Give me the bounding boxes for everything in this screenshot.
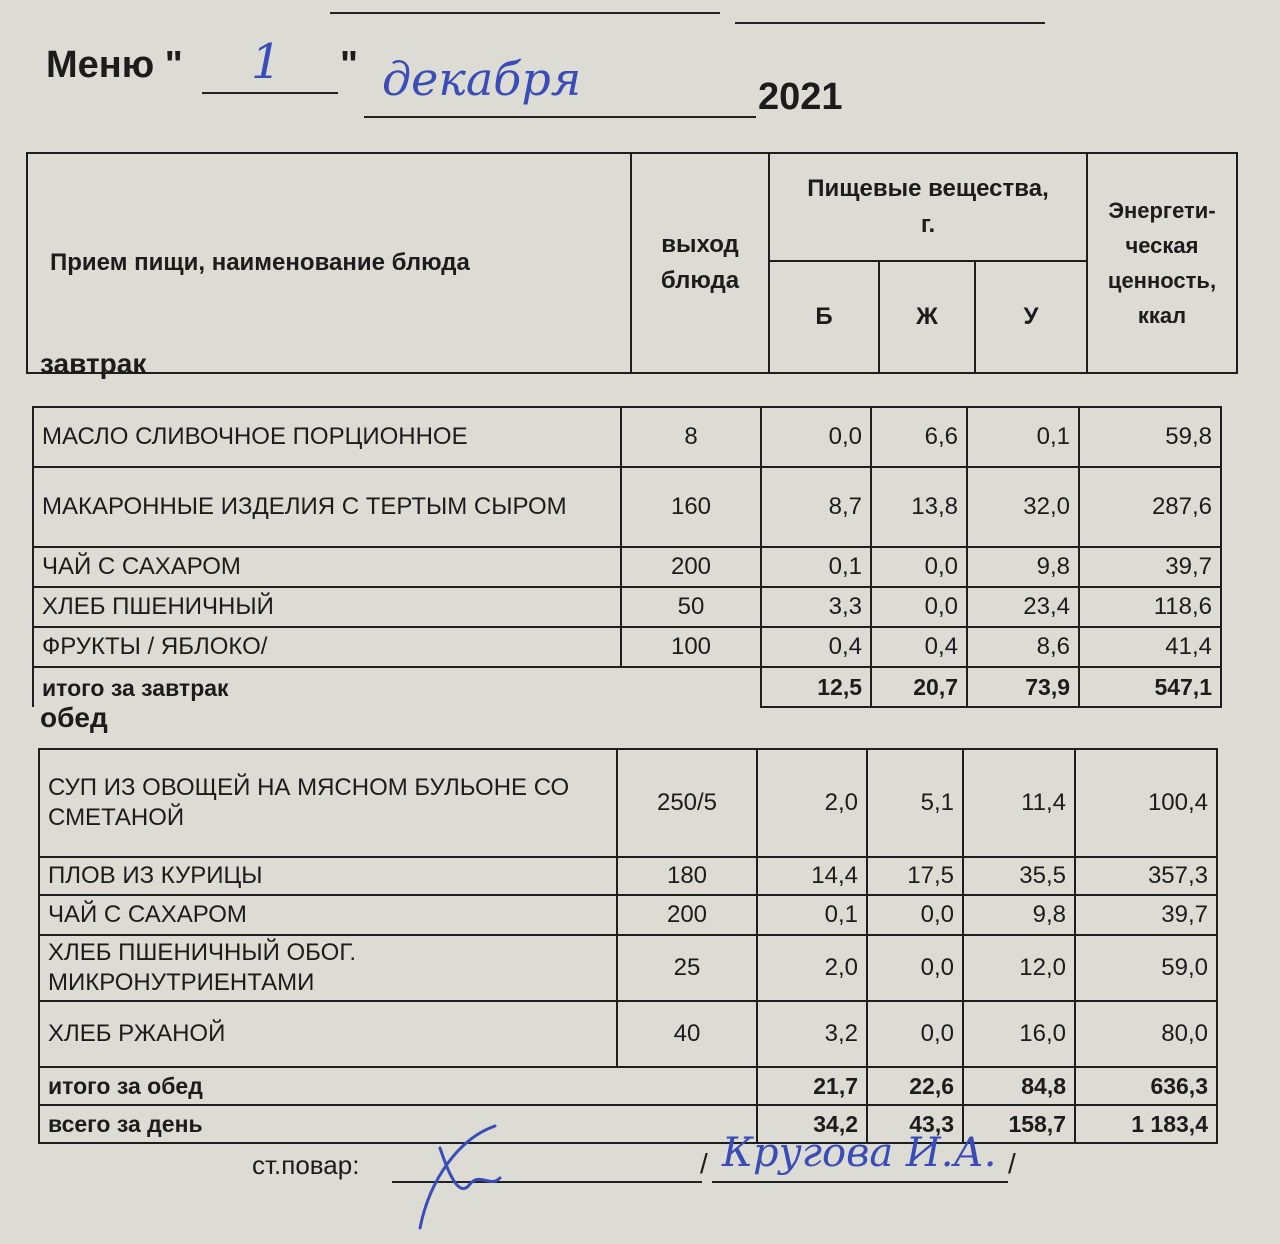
col-yield — [631, 153, 769, 373]
col-energy-line4: ккал — [1137, 303, 1187, 328]
dish-protein: 2,0 — [757, 749, 867, 857]
dish-protein: 14,4 — [757, 857, 867, 895]
dish-carbs: 35,5 — [963, 857, 1075, 895]
dish-yield: 25 — [617, 935, 757, 1001]
total-fat: 22,6 — [867, 1067, 963, 1105]
col-energy-line2: ческая — [1125, 233, 1199, 258]
dish-protein: 0,1 — [761, 547, 871, 587]
table-row — [33, 467, 1221, 547]
dish-fat: 13,8 — [871, 467, 967, 547]
menu-year: 2021 — [758, 76, 843, 118]
dish-kcal: 80,0 — [1075, 1001, 1217, 1067]
dish-name: ЧАЙ С САХАРОМ — [33, 547, 621, 587]
dish-name: МАКАРОННЫЕ ИЗДЕЛИЯ С ТЕРТЫМ СЫРОМ — [33, 467, 621, 547]
dish-yield: 200 — [621, 547, 761, 587]
dish-kcal: 39,7 — [1079, 547, 1221, 587]
dish-protein: 0,0 — [761, 407, 871, 467]
dish-yield: 50 — [621, 587, 761, 627]
dish-fat: 0,0 — [867, 1001, 963, 1067]
dish-protein: 0,1 — [757, 895, 867, 935]
dish-fat: 0,0 — [867, 895, 963, 935]
total-label: итого за обед — [39, 1067, 757, 1105]
dish-kcal: 59,0 — [1075, 935, 1217, 1001]
section-lunch-title: обед — [40, 702, 108, 733]
quote-close: " — [340, 44, 359, 86]
total-carbs: 84,8 — [963, 1067, 1075, 1105]
table-row — [39, 749, 1217, 857]
name-underline — [712, 1181, 1008, 1183]
dish-protein: 8,7 — [761, 467, 871, 547]
total-label: итого за завтрак — [33, 667, 761, 707]
col-carbs: У — [975, 261, 1087, 373]
dish-kcal: 59,8 — [1079, 407, 1221, 467]
dish-name: ХЛЕБ РЖАНОЙ — [39, 1001, 617, 1067]
section-breakfast-title: завтрак — [40, 348, 147, 379]
day-total-kcal: 1 183,4 — [1075, 1105, 1217, 1143]
table-row — [33, 407, 1221, 467]
dish-name: СУП ИЗ ОВОЩЕЙ НА МЯСНОМ БУЛЬОНЕ СО СМЕТАНОЙ — [39, 749, 617, 857]
total-protein: 12,5 — [761, 667, 871, 707]
dish-name: ХЛЕБ ПШЕНИЧНЫЙ ОБОГ. МИКРОНУТРИЕНТАМИ — [39, 935, 617, 1001]
month-underline — [364, 116, 756, 118]
dish-carbs: 9,8 — [967, 547, 1079, 587]
total-kcal: 636,3 — [1075, 1067, 1217, 1105]
day-total-row — [39, 1105, 1217, 1143]
dish-yield: 100 — [621, 627, 761, 667]
dish-name: ПЛОВ ИЗ КУРИЦЫ — [39, 857, 617, 895]
dish-carbs: 0,1 — [967, 407, 1079, 467]
dish-kcal: 41,4 — [1079, 627, 1221, 667]
total-kcal: 547,1 — [1079, 667, 1221, 707]
dish-yield: 200 — [617, 895, 757, 935]
dish-kcal: 287,6 — [1079, 467, 1221, 547]
day-total-label: всего за день — [39, 1105, 757, 1143]
dish-carbs: 12,0 — [963, 935, 1075, 1001]
top-underline-2 — [735, 22, 1045, 24]
col-nutrients-line2: г. — [920, 211, 936, 238]
total-fat: 20,7 — [871, 667, 967, 707]
day-total-protein: 34,2 — [757, 1105, 867, 1143]
total-carbs: 73,9 — [967, 667, 1079, 707]
dish-fat: 0,0 — [871, 587, 967, 627]
table-row — [33, 627, 1221, 667]
signature-slash-1: / — [700, 1148, 708, 1179]
dish-kcal: 39,7 — [1075, 895, 1217, 935]
col-fat: Ж — [879, 261, 975, 373]
dish-yield: 180 — [617, 857, 757, 895]
menu-label: Меню " — [46, 44, 183, 86]
dish-carbs: 11,4 — [963, 749, 1075, 857]
table-row — [39, 1001, 1217, 1067]
dish-name: ХЛЕБ ПШЕНИЧНЫЙ — [33, 587, 621, 627]
table-row — [39, 857, 1217, 895]
day-underline — [202, 92, 338, 94]
signature-name: Кругова И.А. — [722, 1130, 997, 1176]
dish-yield: 250/5 — [617, 749, 757, 857]
dish-carbs: 16,0 — [963, 1001, 1075, 1067]
dish-carbs: 23,4 — [967, 587, 1079, 627]
header-table — [26, 152, 1238, 374]
col-yield-line2: блюда — [660, 267, 740, 294]
breakfast-table — [32, 406, 1222, 708]
day-total-fat: 43,3 — [867, 1105, 963, 1143]
dish-kcal: 357,3 — [1075, 857, 1217, 895]
dish-fat: 0,0 — [871, 547, 967, 587]
total-protein: 21,7 — [757, 1067, 867, 1105]
dish-carbs: 9,8 — [963, 895, 1075, 935]
col-nutrients — [769, 153, 1087, 261]
dish-name: МАСЛО СЛИВОЧНОЕ ПОРЦИОННОЕ — [33, 407, 621, 467]
dish-carbs: 8,6 — [967, 627, 1079, 667]
dish-kcal: 100,4 — [1075, 749, 1217, 857]
col-energy — [1087, 153, 1237, 373]
dish-yield: 160 — [621, 467, 761, 547]
dish-protein: 2,0 — [757, 935, 867, 1001]
top-underline — [330, 12, 720, 14]
day-total-carbs: 158,7 — [963, 1105, 1075, 1143]
breakfast-total-row — [33, 667, 1221, 707]
signature-slash-2: / — [1008, 1148, 1016, 1179]
col-yield-line1: выход — [661, 231, 739, 258]
dish-name: ФРУКТЫ / ЯБЛОКО/ — [33, 627, 621, 667]
dish-fat: 0,4 — [871, 627, 967, 667]
dish-carbs: 32,0 — [967, 467, 1079, 547]
table-row — [33, 587, 1221, 627]
menu-month: декабря — [382, 52, 582, 106]
dish-fat: 17,5 — [867, 857, 963, 895]
cook-label: ст.повар: — [252, 1150, 360, 1180]
dish-protein: 3,2 — [757, 1001, 867, 1067]
dish-protein: 0,4 — [761, 627, 871, 667]
col-nutrients-line1: Пищевые вещества, — [807, 175, 1049, 202]
col-energy-line3: ценность, — [1107, 268, 1217, 293]
col-energy-line1: Энергети- — [1108, 198, 1216, 223]
col-protein: Б — [769, 261, 879, 373]
handwritten-signature — [400, 1118, 520, 1244]
dish-fat: 6,6 — [871, 407, 967, 467]
dish-protein: 3,3 — [761, 587, 871, 627]
col-name: Прием пищи, наименование блюда — [27, 153, 631, 373]
menu-day: 1 — [251, 34, 282, 90]
dish-yield: 8 — [621, 407, 761, 467]
dish-fat: 5,1 — [867, 749, 963, 857]
dish-kcal: 118,6 — [1079, 587, 1221, 627]
dish-name: ЧАЙ С САХАРОМ — [39, 895, 617, 935]
menu-title — [46, 34, 1146, 120]
lunch-total-row — [39, 1067, 1217, 1105]
dish-yield: 40 — [617, 1001, 757, 1067]
lunch-table — [38, 748, 1218, 1144]
table-row — [39, 895, 1217, 935]
table-row — [39, 935, 1217, 1001]
dish-fat: 0,0 — [867, 935, 963, 1001]
table-row — [33, 547, 1221, 587]
